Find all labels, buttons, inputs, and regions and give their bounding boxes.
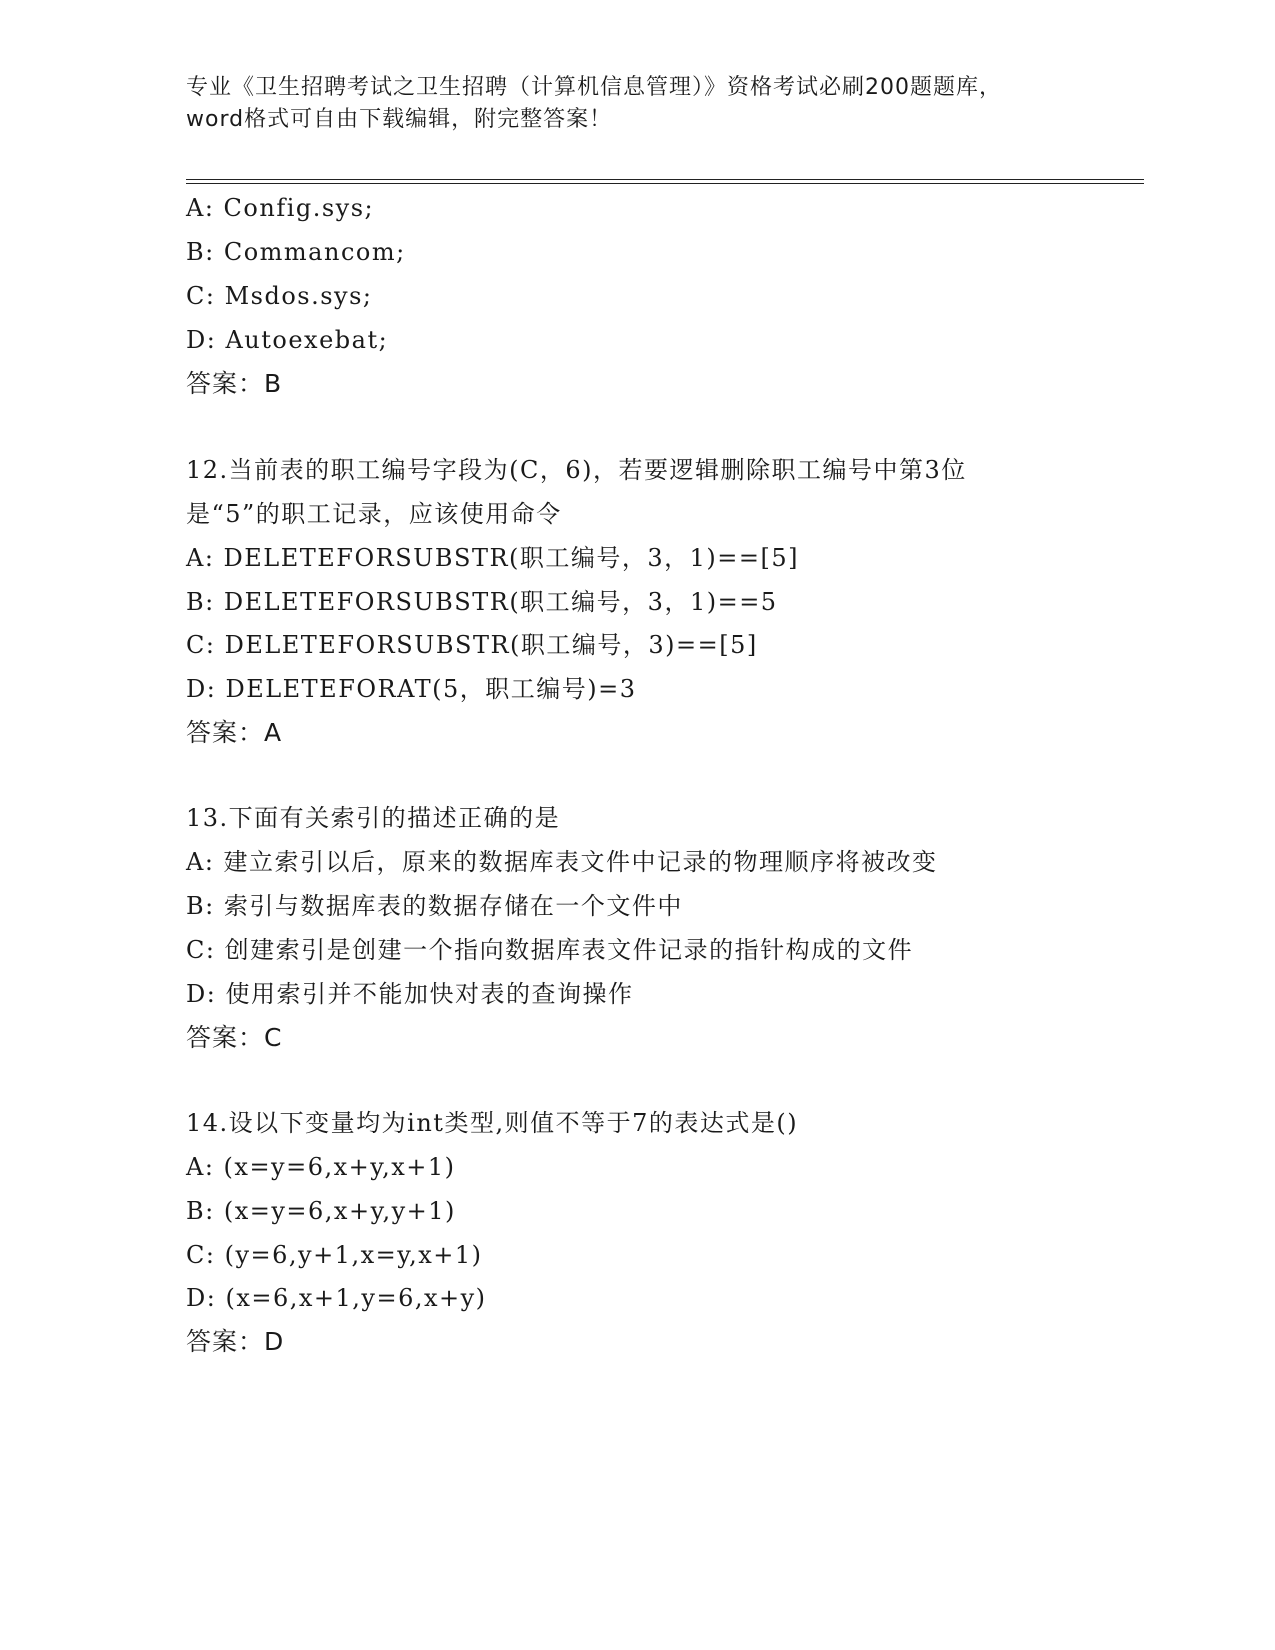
- header-divider-top: [186, 179, 1144, 180]
- option-c: C: (y=6,y+1,x=y,x+1): [186, 1241, 483, 1269]
- answer-line: 答案：C: [186, 1023, 283, 1052]
- option-d: D: 使用索引并不能加快对表的查询操作: [186, 980, 634, 1008]
- question-stem-continued: 是“5”的职工记录，应该使用命令: [186, 500, 562, 528]
- question-stem: 12.当前表的职工编号字段为(C，6)，若要逻辑删除职工编号中第3位: [186, 456, 967, 484]
- answer-line: 答案：B: [186, 369, 283, 398]
- header-title-line-2: word格式可自由下载编辑，附完整答案！: [186, 107, 613, 132]
- option-d: D: Autoexebat;: [186, 326, 389, 354]
- option-a: A: 建立索引以后，原来的数据库表文件中记录的物理顺序将被改变: [186, 848, 938, 876]
- option-a: A: DELETEFORSUBSTR(职工编号，3，1)==[5]: [186, 544, 799, 572]
- option-b: B: (x=y=6,x+y,y+1): [186, 1197, 456, 1225]
- option-a: A: Config.sys;: [186, 194, 375, 222]
- answer-line: 答案：D: [186, 1327, 285, 1356]
- question-stem: 13.下面有关索引的描述正确的是: [186, 804, 561, 832]
- option-d: D: (x=6,x+1,y=6,x+y): [186, 1284, 487, 1312]
- answer-line: 答案：A: [186, 718, 283, 747]
- option-d: D: DELETEFORAT(5，职工编号)=3: [186, 675, 637, 703]
- option-b: B: DELETEFORSUBSTR(职工编号，3，1)==5: [186, 588, 778, 616]
- option-c: C: 创建索引是创建一个指向数据库表文件记录的指针构成的文件: [186, 936, 914, 964]
- option-b: B: Commancom;: [186, 238, 406, 266]
- document-header: [186, 72, 1086, 136]
- question-stem: 14.设以下变量均为int类型,则值不等于7的表达式是(): [186, 1109, 799, 1137]
- header-divider-bottom: [186, 183, 1144, 184]
- option-b: B: 索引与数据库表的数据存储在一个文件中: [186, 892, 683, 920]
- option-c: C: DELETEFORSUBSTR(职工编号，3)==[5]: [186, 631, 758, 659]
- header-title-line-1: 专业《卫生招聘考试之卫生招聘（计算机信息管理）》资格考试必刷200题题库，: [186, 75, 1002, 100]
- option-c: C: Msdos.sys;: [186, 282, 373, 310]
- option-a: A: (x=y=6,x+y,x+1): [186, 1153, 456, 1181]
